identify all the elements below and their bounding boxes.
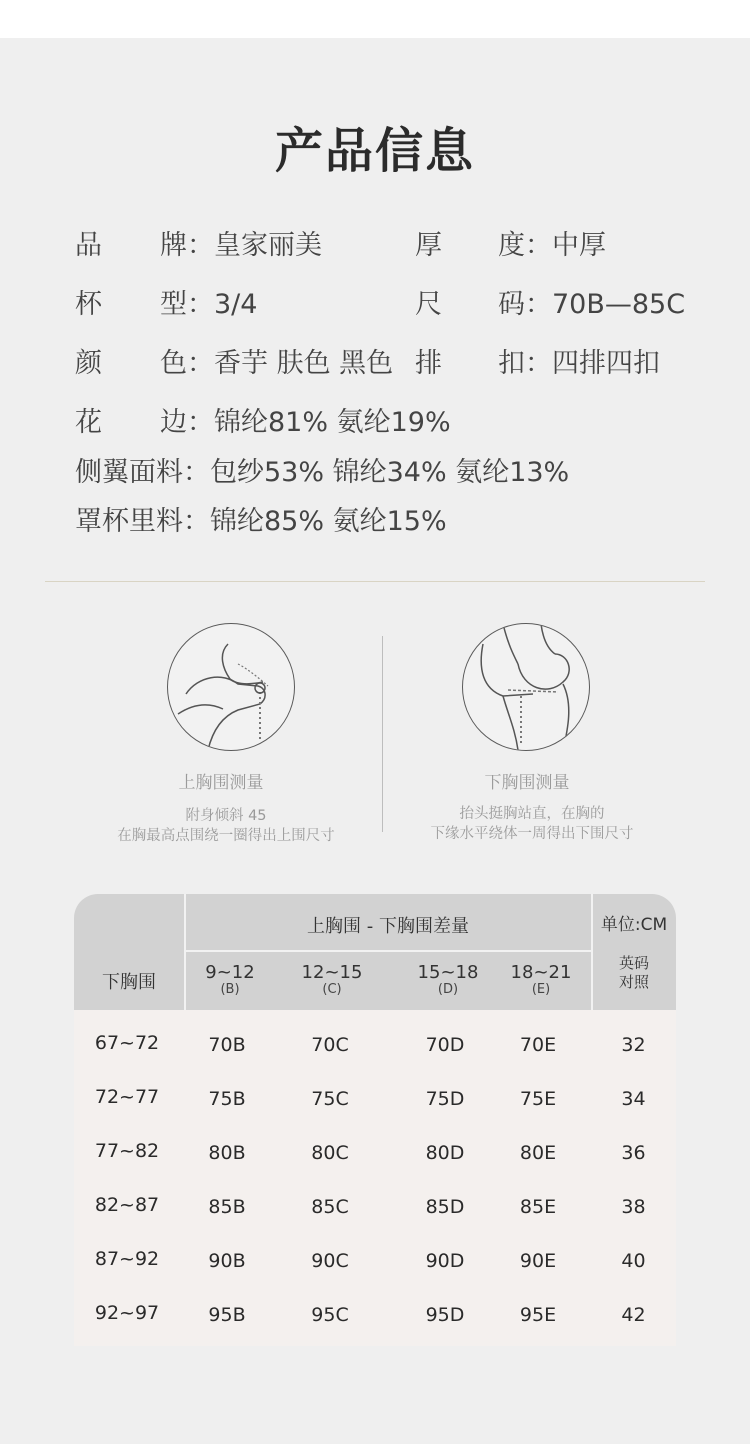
underbust-cell: 72~77 — [94, 1086, 160, 1108]
size-value: 70B—85C — [552, 289, 686, 320]
color-key: 颜 色 — [75, 348, 187, 379]
cup-b-cell: 90B — [208, 1250, 246, 1272]
cup-d-cell: 90D — [425, 1250, 465, 1272]
cup-b-cell: 80B — [208, 1142, 246, 1164]
cup-c-cell: 80C — [311, 1142, 349, 1164]
cup-d-cell: 75D — [425, 1088, 465, 1110]
cup-c-cell: 85C — [311, 1196, 349, 1218]
color-value: 香芋 肤色 黑色 — [214, 348, 394, 379]
info-row-color: 颜 色 ：香芋 肤色 黑色 — [75, 348, 394, 379]
cup-e-cell: 70E — [519, 1034, 557, 1056]
diff-col-e: 18~21 (E) — [510, 962, 572, 997]
underbust-cell: 67~72 — [94, 1032, 160, 1054]
lining-value: 锦纶85% 氨纶15% — [210, 506, 447, 537]
diff-header: 上胸围 - 下胸围差量 — [307, 916, 469, 937]
lace-key: 花 边 — [75, 407, 187, 438]
upper-bust-desc-1: 附身倾斜 45 — [185, 808, 267, 824]
thickness-key: 厚 度 — [415, 230, 525, 261]
info-row-cup: 杯 型 ：3/4 — [75, 289, 258, 320]
unit-header: 单位:CM — [600, 915, 668, 935]
brand-value: 皇家丽美 — [214, 230, 322, 261]
upper-bust-illustration — [167, 623, 295, 751]
thickness-value: 中厚 — [552, 230, 606, 261]
cup-d-cell: 85D — [425, 1196, 465, 1218]
clasp-key: 排 扣 — [415, 348, 525, 379]
lower-bust-desc-1: 抬头挺胸站直，在胸的 — [459, 806, 605, 822]
uk-size-cell: 38 — [621, 1196, 646, 1218]
cup-b-cell: 75B — [208, 1088, 246, 1110]
cup-key: 杯 型 — [75, 289, 187, 320]
uk-size-cell: 34 — [621, 1088, 646, 1110]
cup-e-cell: 80E — [519, 1142, 557, 1164]
info-row-wing: 侧翼面料：包纱53% 锦纶34% 氨纶13% — [75, 457, 570, 488]
uk-size-header: 英码 对照 — [618, 954, 649, 991]
underbust-header: 下胸围 — [102, 972, 156, 993]
cup-e-cell: 90E — [519, 1250, 557, 1272]
upper-bust-title: 上胸围测量 — [178, 773, 264, 793]
cup-e-cell: 85E — [519, 1196, 557, 1218]
cup-c-cell: 75C — [311, 1088, 349, 1110]
lower-bust-illustration — [462, 623, 590, 751]
info-row-size: 尺 码 ：70B—85C — [415, 289, 686, 320]
wing-key: 侧翼面料 — [75, 457, 183, 488]
cup-b-cell: 85B — [208, 1196, 246, 1218]
info-row-clasp: 排 扣 ：四排四扣 — [415, 348, 660, 379]
diff-col-b: 9~12 (B) — [205, 962, 255, 997]
cup-d-cell: 70D — [425, 1034, 465, 1056]
underbust-cell: 87~92 — [94, 1248, 160, 1270]
brand-key: 品 牌 — [75, 230, 187, 261]
top-white-strip — [0, 0, 750, 38]
lace-value: 锦纶81% 氨纶19% — [214, 407, 451, 438]
section-divider — [45, 581, 705, 582]
measure-separator — [382, 636, 383, 832]
info-row-lining: 罩杯里料：锦纶85% 氨纶15% — [75, 506, 447, 537]
clasp-value: 四排四扣 — [552, 348, 660, 379]
cup-e-cell: 95E — [519, 1304, 557, 1326]
cup-value: 3/4 — [214, 289, 258, 320]
diff-col-c: 12~15 (C) — [301, 962, 363, 997]
uk-size-cell: 36 — [621, 1142, 646, 1164]
uk-size-cell: 42 — [621, 1304, 646, 1326]
cup-d-cell: 95D — [425, 1304, 465, 1326]
table-body — [74, 1010, 676, 1346]
table-header — [74, 894, 676, 1010]
cup-b-cell: 95B — [208, 1304, 246, 1326]
cup-d-cell: 80D — [425, 1142, 465, 1164]
underbust-cell: 77~82 — [94, 1140, 160, 1162]
diff-col-d: 15~18 (D) — [417, 962, 479, 997]
underbust-cell: 92~97 — [94, 1302, 160, 1324]
uk-size-cell: 32 — [621, 1034, 646, 1056]
page-title: 产品信息 — [274, 123, 475, 179]
size-key: 尺 码 — [415, 289, 525, 320]
cup-c-cell: 95C — [311, 1304, 349, 1326]
header-divider — [185, 950, 591, 952]
wing-value: 包纱53% 锦纶34% 氨纶13% — [210, 457, 570, 488]
info-row-thickness: 厚 度 ：中厚 — [415, 230, 606, 261]
size-table — [74, 894, 676, 1346]
lower-bust-desc-2: 下缘水平绕体一周得出下围尺寸 — [430, 826, 634, 842]
cup-b-cell: 70B — [208, 1034, 246, 1056]
lining-key: 罩杯里料 — [75, 506, 183, 537]
upper-bust-desc-2: 在胸最高点围绕一圈得出上围尺寸 — [117, 828, 335, 844]
uk-size-cell: 40 — [621, 1250, 646, 1272]
info-row-brand: 品 牌 ：皇家丽美 — [75, 230, 322, 261]
lower-bust-title: 下胸围测量 — [484, 773, 570, 793]
info-row-lace: 花 边 ：锦纶81% 氨纶19% — [75, 407, 451, 438]
underbust-cell: 82~87 — [94, 1194, 160, 1216]
cup-c-cell: 70C — [311, 1034, 349, 1056]
cup-e-cell: 75E — [519, 1088, 557, 1110]
cup-c-cell: 90C — [311, 1250, 349, 1272]
